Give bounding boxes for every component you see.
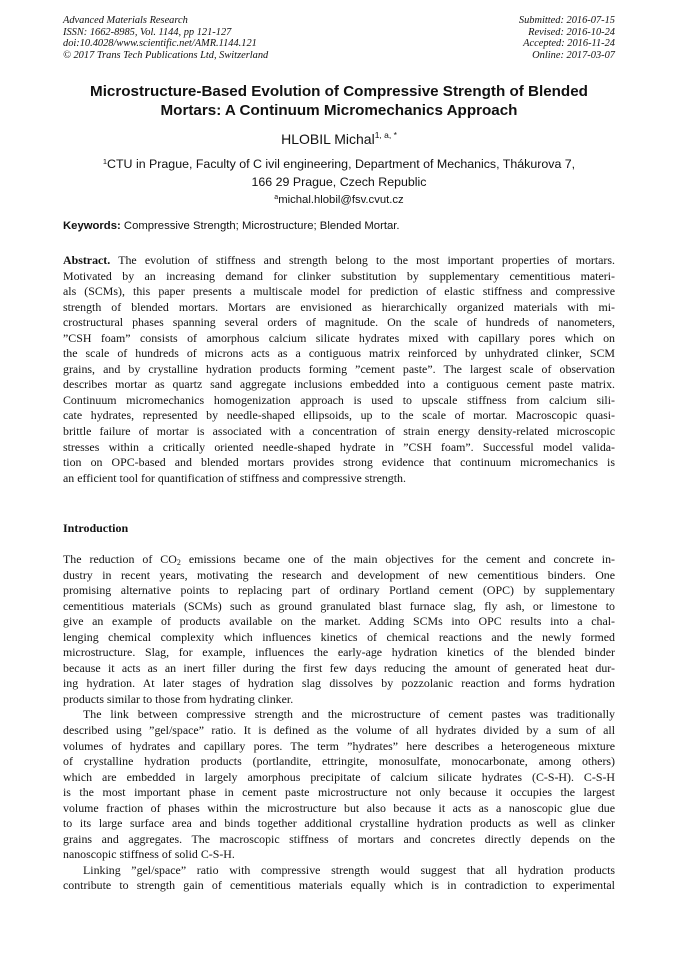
keywords-label: Keywords: [63,220,121,232]
history-dates [519,15,615,61]
doi-info: doi:10.4028/www.scientific.net/AMR.1144.121 [63,38,257,50]
revised-date: Revised: 2016-10-24 [528,26,615,38]
keywords-text: Compressive Strength; Microstructure; Blended Mortar. [123,220,400,232]
author-markers: 1, a, * [374,130,397,140]
intro-line: microstructure. Slag, for example, influences the early-age hydration kinetics of the blended binder [63,645,615,660]
copyright-info: © 2017 Trans Tech Publications Ltd, Switzerland [63,49,269,61]
abstract-line: describes mortar as quartz sand aggregate inclusions embedded into a contiguous cement paste matrix. [63,377,615,392]
abstract-label: Abstract. [63,253,111,267]
abstract-line: Continuum micromechanics homogenization approach is used to upscale stiffness from calcium sili- [63,392,615,407]
journal-name: Advanced Materials Research [63,15,188,26]
intro-line: because it acts as an inert filler during the first few days reducing the amount of generated heat dur- [63,660,615,675]
intro-line: grains and aggregates. The macroscopic stiffness of mortars and concretes directly depends on the [63,831,615,846]
intro-line: of crystalline hydration products (portlandite, ettringite, monosulfate, monocarbonate, among others) [63,754,615,769]
abstract-line: strength of blended mortars. Mortars are envisioned as hierarchically organized materials with mi- [63,299,615,314]
abstract [63,253,615,486]
intro-line: dustry in recent years, motivating the research and development of new cementitious binders. One [63,567,615,582]
affiliation-marker: 1 [102,157,108,166]
intro-line: to its large surface area and binds together additional crystalline hydration products as well as clinker [63,816,615,831]
intro-line: nanoscopic stiffness of solid C-S-H. [63,847,235,862]
abstract-line: grains, and by crystalline hydration products forming ”cement paste”. The largest scale of observation [63,361,615,376]
accepted-date: Accepted: 2016-11-24 [523,38,615,50]
intro-line: cementitious materials (SCMs) such as ground granulated blast furnace slag, fly ash, or limestone to [63,598,615,613]
abstract-line: crostructural phases spanning several orders of magnitude. On the scale of hundreds of nanometers, [63,315,615,330]
abstract-line: the scale of hundreds of microns acts as a contiguous matrix reinforced by unhydrated clinker, SCM [63,346,615,361]
intro-line: promising alternative points to replacing part of ordinary Portland cement (OPC) by supplementary [63,583,615,598]
affiliation-line: 166 29 Prague, Czech Republic [251,175,427,189]
intro-line: is the most important phase in cement paste microstructure not only because it occupies the largest [63,785,615,800]
section-heading-introduction: Introduction [63,521,129,535]
introduction-body [63,552,615,894]
author-name: HLOBIL Michal [281,131,375,147]
intro-line: volumes of hydrates and capillary pores. The term ”hydrates” here describes a heterogeneous mixture [63,738,615,753]
intro-line: The reduction of $CO_2$ emissions became one of the main objectives for the cement and concrete in- [63,552,615,567]
email-marker: a [274,194,279,201]
intro-line: lenging chemical complexity which influences kinetics of chemical reactions and the newly formed [63,629,615,644]
submitted-date: Submitted: 2016-07-15 [518,15,615,26]
intro-line: The link between compressive strength and the microstructure of cement pastes was traditionally [83,707,615,722]
abstract-line: als (SCMs), this paper presents a multiscale model for prediction of elastic stiffness and compressive [63,284,615,299]
intro-line: products similar to those from hydrating clinker. [63,691,294,706]
email-address: michal.hlobil@fsv.cvut.cz [278,194,404,206]
abstract-line: an efficient tool for quantification of stiffness and compressive strength. [63,470,406,485]
title-line: Microstructure-Based Evolution of Compressive Strength of Blended [90,83,588,100]
publication-info [63,15,268,61]
intro-line: described using ”gel/space” ratio. It is defined as the volume of all hydrates divided by a sum of all [63,723,615,738]
online-date: Online: 2017-03-07 [532,49,615,61]
intro-line: contribute to strength gain of cementitious materials equally which is in contradiction to experimental [63,878,615,893]
title-line: Mortars: A Continuum Micromechanics Approach [160,102,518,119]
affiliation [63,153,615,191]
author-email [63,190,615,208]
abstract-line: ”CSH foam” consists of amorphous calcium silicate hydrates mixed with capillary pores which on [63,330,615,345]
abstract-line: cate hydrates, represented by needle-shaped ellipsoids, up to the scale of mortar. Macroscopic quasi- [63,408,615,423]
affiliation-line: CTU in Prague, Faculty of C ivil engineering, Department of Mechanics, Thákurova 7, [107,157,576,171]
intro-line: ing hydration. At later stages of hydration slag dissolves by pozzolanic reaction and forms hydration [63,676,615,691]
keywords [63,219,615,234]
issn-info: ISSN: 1662-8985, Vol. 1144, pp 121-127 [63,26,232,38]
abstract-line: stresses within a critically oriented needle-shaped hydrate in ”CSH foam”. Successful model valida- [63,439,615,454]
abstract-line: Abstract. The evolution of stiffness and strength belong to the most important properties of mortars. [63,253,615,267]
abstract-line: brittle failure of mortar is associated with a concentration of strain energy density-related microscopic [63,424,615,439]
abstract-line: tion on OPC-based and blended mortars provides strong evidence that continuum micromechanics is [63,455,615,470]
co2-subscript: 2 [176,558,181,567]
author [63,126,615,148]
paper-title [63,82,615,120]
intro-line: volume fraction of phases within the microstructure but also because it acts as a nanoscopic glue due [63,800,615,815]
intro-line: Linking ”gel/space” ratio with compressive strength would suggest that all hydration products [83,862,615,877]
intro-line: give an example of products available on the market. Adding SCMs into OPC results into a chal- [63,614,615,629]
intro-line: which are embedded in largely amorphous precipitate of calcium silicate hydrates (C-S-H). C-S-H [63,769,615,784]
abstract-line: Motivated by an increasing demand for clinker substitution by supplementary cementitious materi- [63,268,615,283]
